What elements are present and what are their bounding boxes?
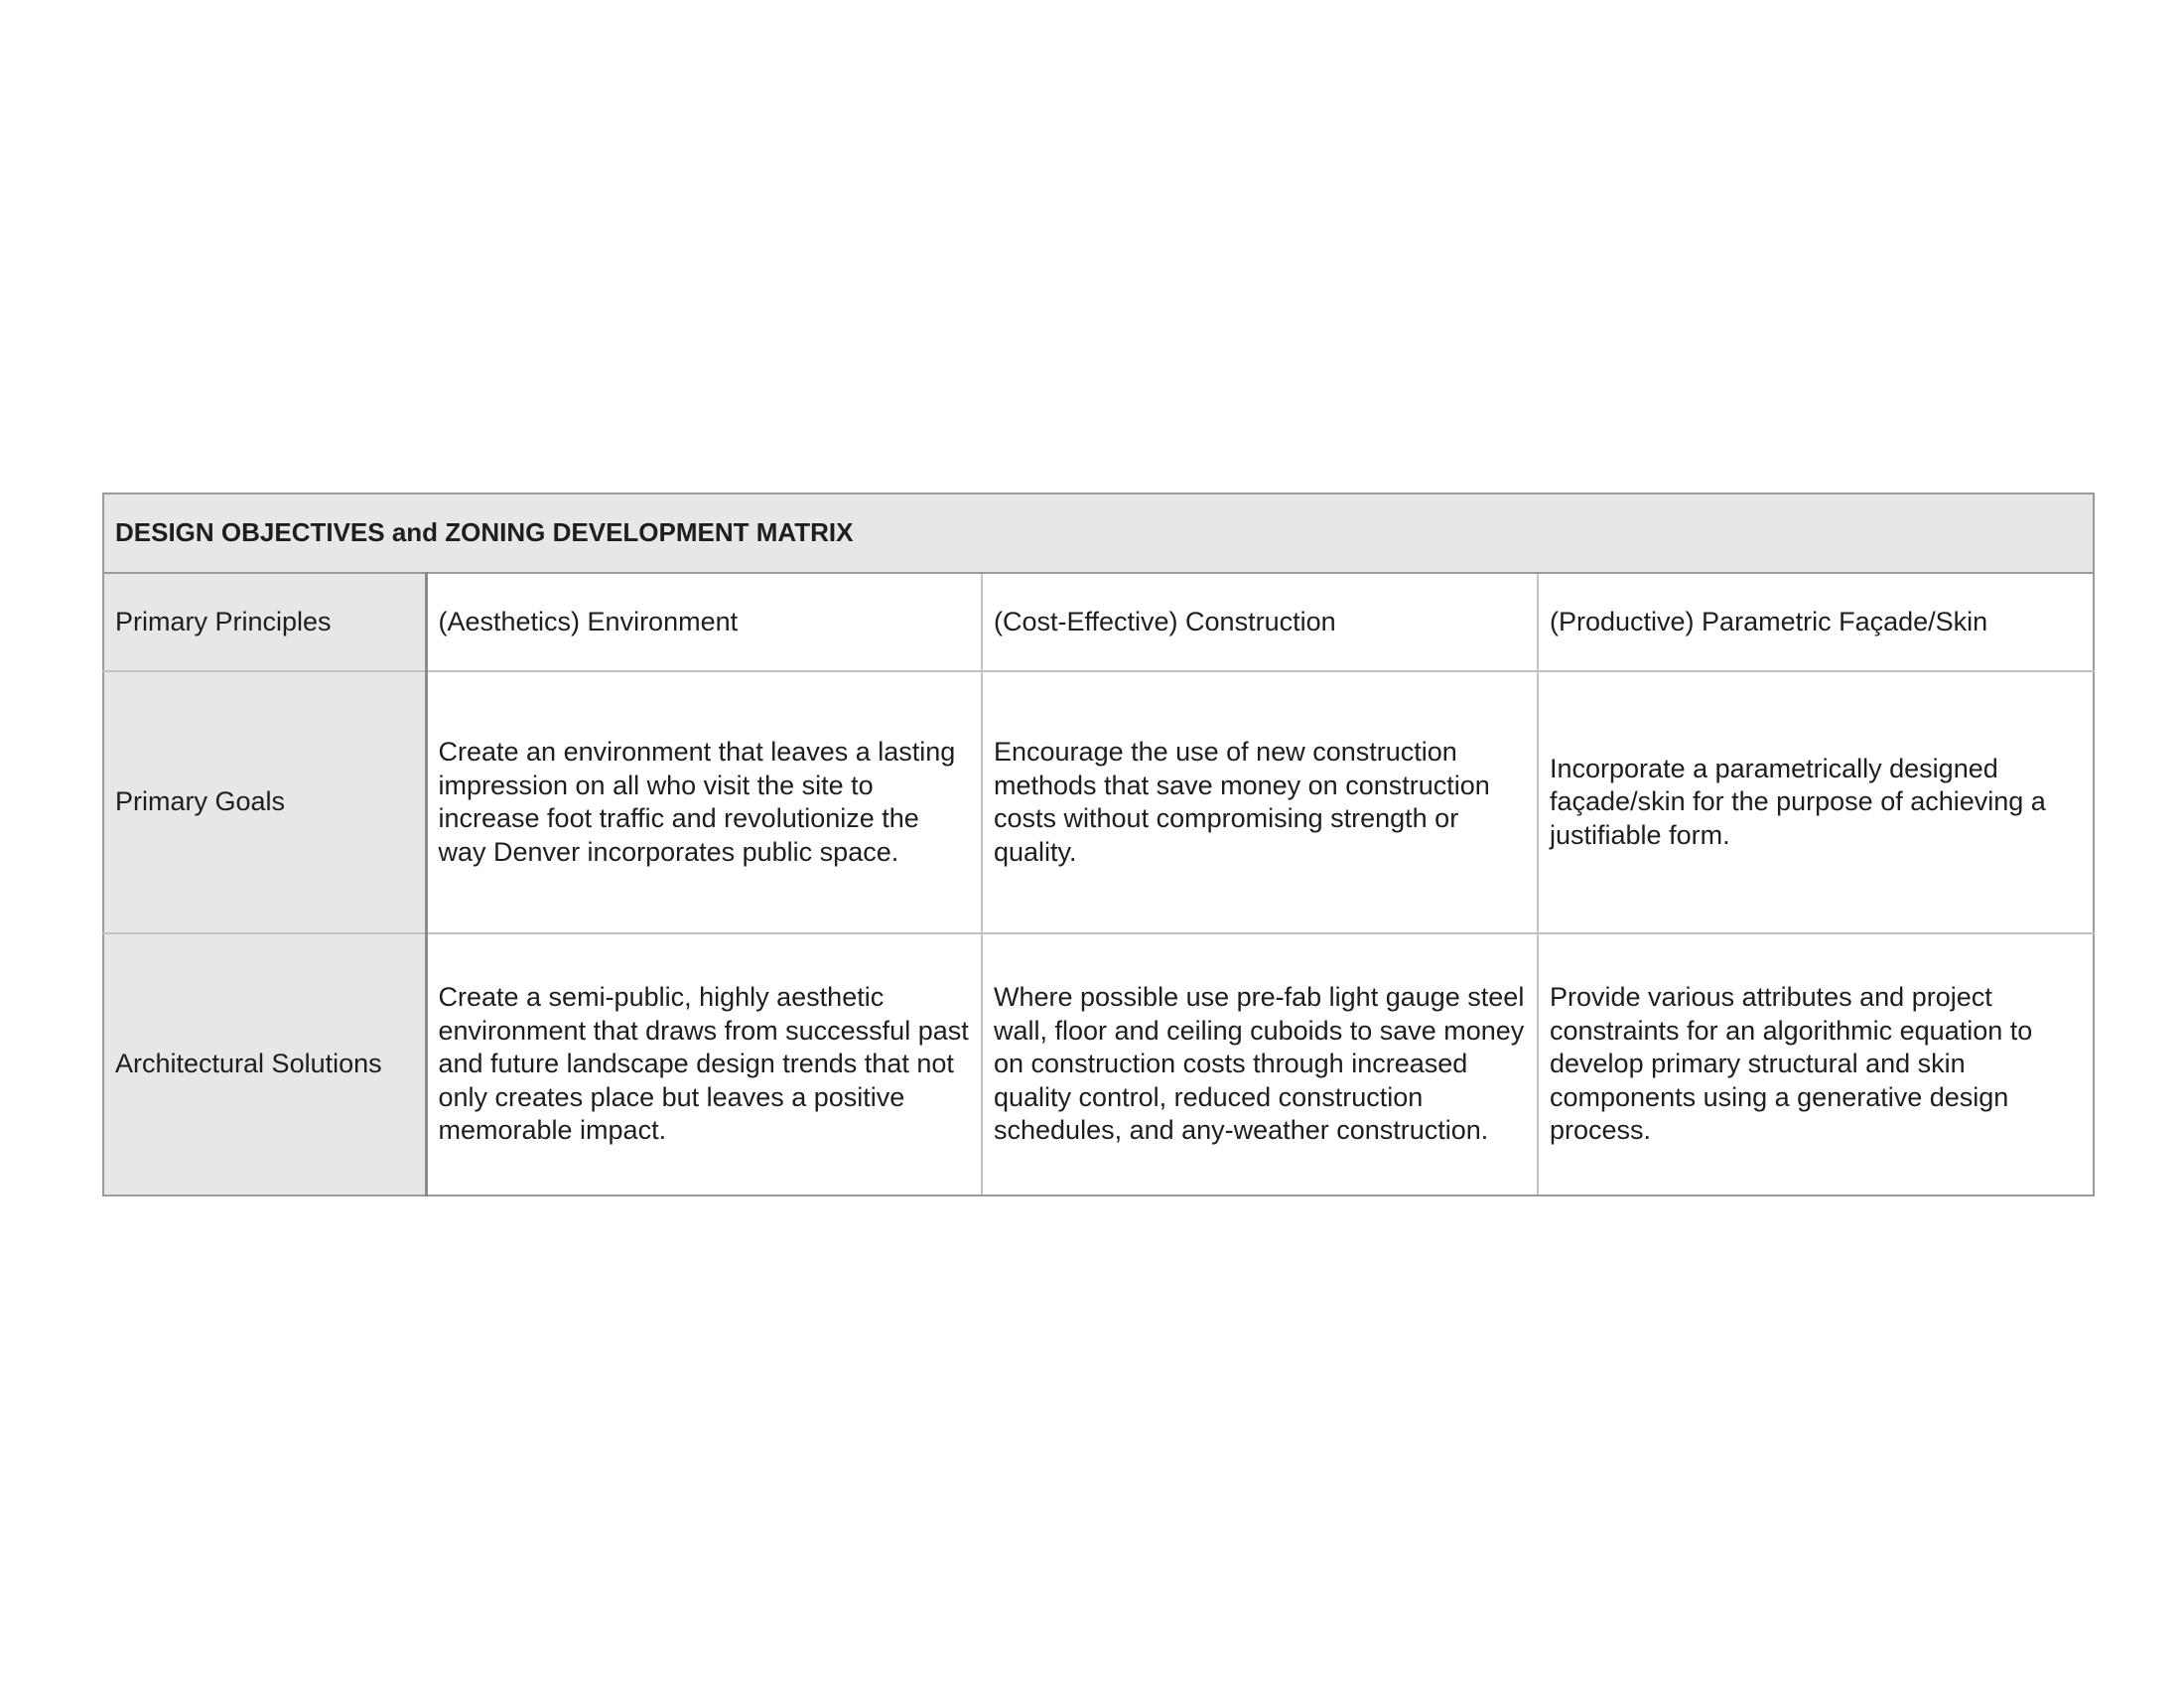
table-cell: Incorporate a parametrically designed façade/skin for the purpose of achieving a justifiable form. [1538, 671, 2094, 933]
table-cell: (Productive) Parametric Façade/Skin [1538, 573, 2094, 671]
table-cell: Create an environment that leaves a lasting impression on all who visit the site to increase foot traffic and revolutionize the way Denver incorporates public space. [426, 671, 982, 933]
table-cell: Create a semi-public, highly aesthetic environment that draws from successful past and future landscape design trends that not only creates place but leaves a positive memorable impact. [426, 933, 982, 1196]
table-row [103, 671, 2094, 933]
matrix-title-row [103, 493, 2094, 573]
table-row [103, 933, 2094, 1196]
table-cell: (Cost-Effective) Construction [982, 573, 1538, 671]
table-cell: Where possible use pre-fab light gauge steel wall, floor and ceiling cuboids to save money on construction costs through increased quality control, reduced construction schedules, and any-weather construction. [982, 933, 1538, 1196]
row-label-architectural-solutions: Architectural Solutions [103, 933, 426, 1196]
table-cell: (Aesthetics) Environment [426, 573, 982, 671]
table-cell: Encourage the use of new construction methods that save money on construction costs without compromising strength or quality. [982, 671, 1538, 933]
table-row [103, 573, 2094, 671]
row-label-primary-goals: Primary Goals [103, 671, 426, 933]
matrix-title: DESIGN OBJECTIVES and ZONING DEVELOPMENT MATRIX [103, 493, 2094, 573]
table-cell: Provide various attributes and project constraints for an algorithmic equation to develop primary structural and skin components using a generative design process. [1538, 933, 2094, 1196]
design-objectives-matrix [102, 492, 2095, 1196]
row-label-primary-principles: Primary Principles [103, 573, 426, 671]
